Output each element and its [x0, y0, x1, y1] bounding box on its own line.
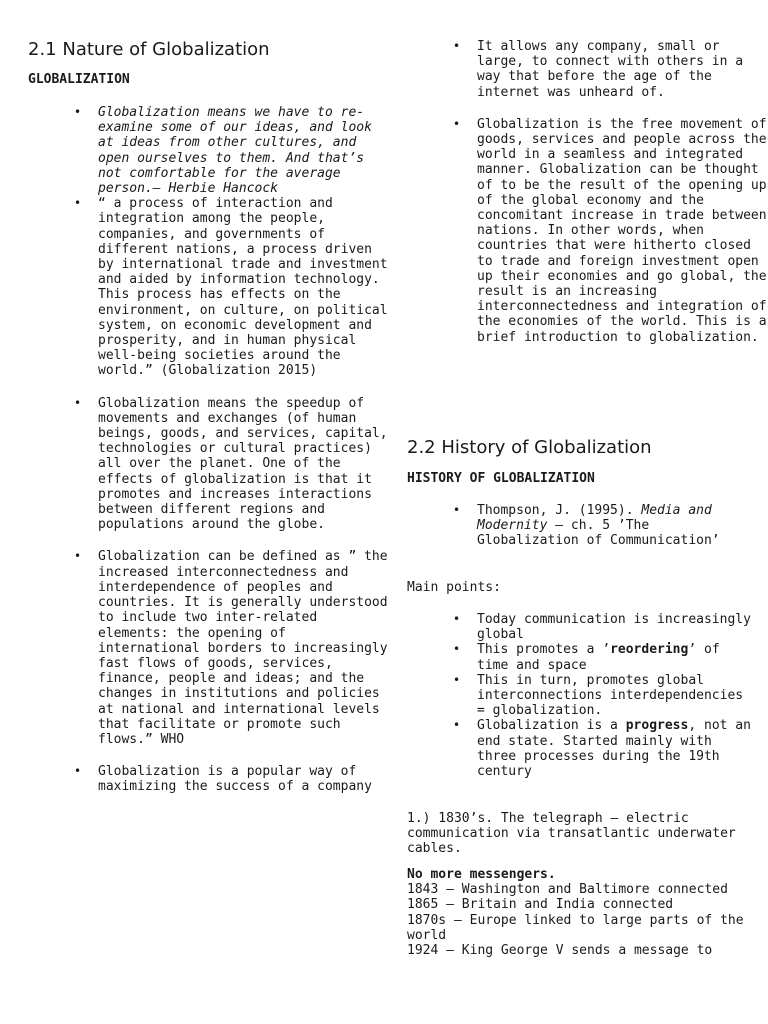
timeline-block: [407, 867, 752, 958]
timeline-entry: 1870s – Europe linked to large parts of the world: [407, 912, 744, 943]
list-item: • Today communication is increasingly global: [407, 612, 752, 642]
list-item: • Globalization can be defined as ” the increased interconnectedness and interdependence of peoples and countries. It is generally understood to include two inter-related elements: the opening of international borders to increasingly fast flows of goods, services, finance, people and ideas; and the changes in institutions and policies at national and international levels that facilitate or promote such flows.” WHO: [28, 549, 388, 747]
list-item: • It allows any company, small or large, to connect with others in a way that before the age of the internet was unheard of.: [407, 39, 767, 100]
list-item: • Globalization means the speedup of movements and exchanges (of human beings, goods, and services, capital, technologies or cultural practices) all over the planet. One of the effects of globalization is that it promotes and increases interactions between different regions and populations around the globe.: [28, 396, 388, 533]
list-item: [407, 503, 752, 549]
list-item: • Globalization is a popular way of maximizing the success of a company: [28, 764, 388, 794]
reference-chapter: – ch. 5 ’The Globalization of Communication’: [477, 518, 720, 549]
reference-author: Thompson, J. (1995).: [477, 503, 642, 518]
hancock-quote: Globalization means we have to re-examine some of our ideas, and look at ideas from other cultures, and open ourselves to them. And that’s not comfortable for the average person.– Herbie Hancock: [98, 105, 372, 197]
list-item: • Globalization is a progress, not an end state. Started mainly with three processes during the 19th century: [407, 718, 752, 779]
list-item: [28, 105, 388, 196]
list-item: • This promotes a ’reordering’ of time and space: [407, 642, 752, 672]
history-label: HISTORY OF GLOBALIZATION: [407, 471, 595, 486]
list-item: • “ a process of interaction and integration among the people, companies, and governments of different nations, a process driven by international trade and investment and aided by information technology. This process has effects on the environment, on culture, on political system, on economic development and prosperity, and in human physical well-being societies around the world.” (Globalization 2015): [28, 196, 388, 378]
globalization-label: GLOBALIZATION: [28, 72, 130, 87]
timeline-entry: 1924 – King George V sends a message to: [407, 943, 713, 959]
main-points-label: Main points:: [407, 580, 501, 595]
reference-list: [407, 503, 752, 549]
nature-bullet-list: [28, 105, 388, 795]
telegraph-paragraph: 1.) 1830’s. The telegraph – electric communication via transatlantic underwater cables.: [407, 811, 736, 857]
main-points-list: [407, 612, 752, 779]
list-item: • This in turn, promotes global interconnections interdependencies = globalization.: [407, 673, 752, 719]
section-title-history: 2.2 History of Globalization: [407, 437, 652, 458]
timeline-entry: 1865 – Britain and India connected: [407, 897, 674, 913]
timeline-entry: 1843 – Washington and Baltimore connected: [407, 882, 728, 898]
section-title-nature: 2.1 Nature of Globalization: [28, 39, 270, 60]
reference-title: Media and Modernity: [477, 503, 712, 534]
continued-bullet-list: [407, 39, 767, 345]
no-messengers-heading: No more messengers.: [407, 867, 556, 882]
list-item: • Globalization is the free movement of goods, services and people across the world in a seamless and integrated manner. Globalization can be thought of to be the result of the opening up of the global economy and the concomitant increase in trade between nations. In other words, when countries that were hitherto closed to trade and foreign investment open up their economies and go global, the result is an increasing interconnectedness and integration of the economies of the world. This is a brief introduction to globalization.: [407, 117, 767, 345]
